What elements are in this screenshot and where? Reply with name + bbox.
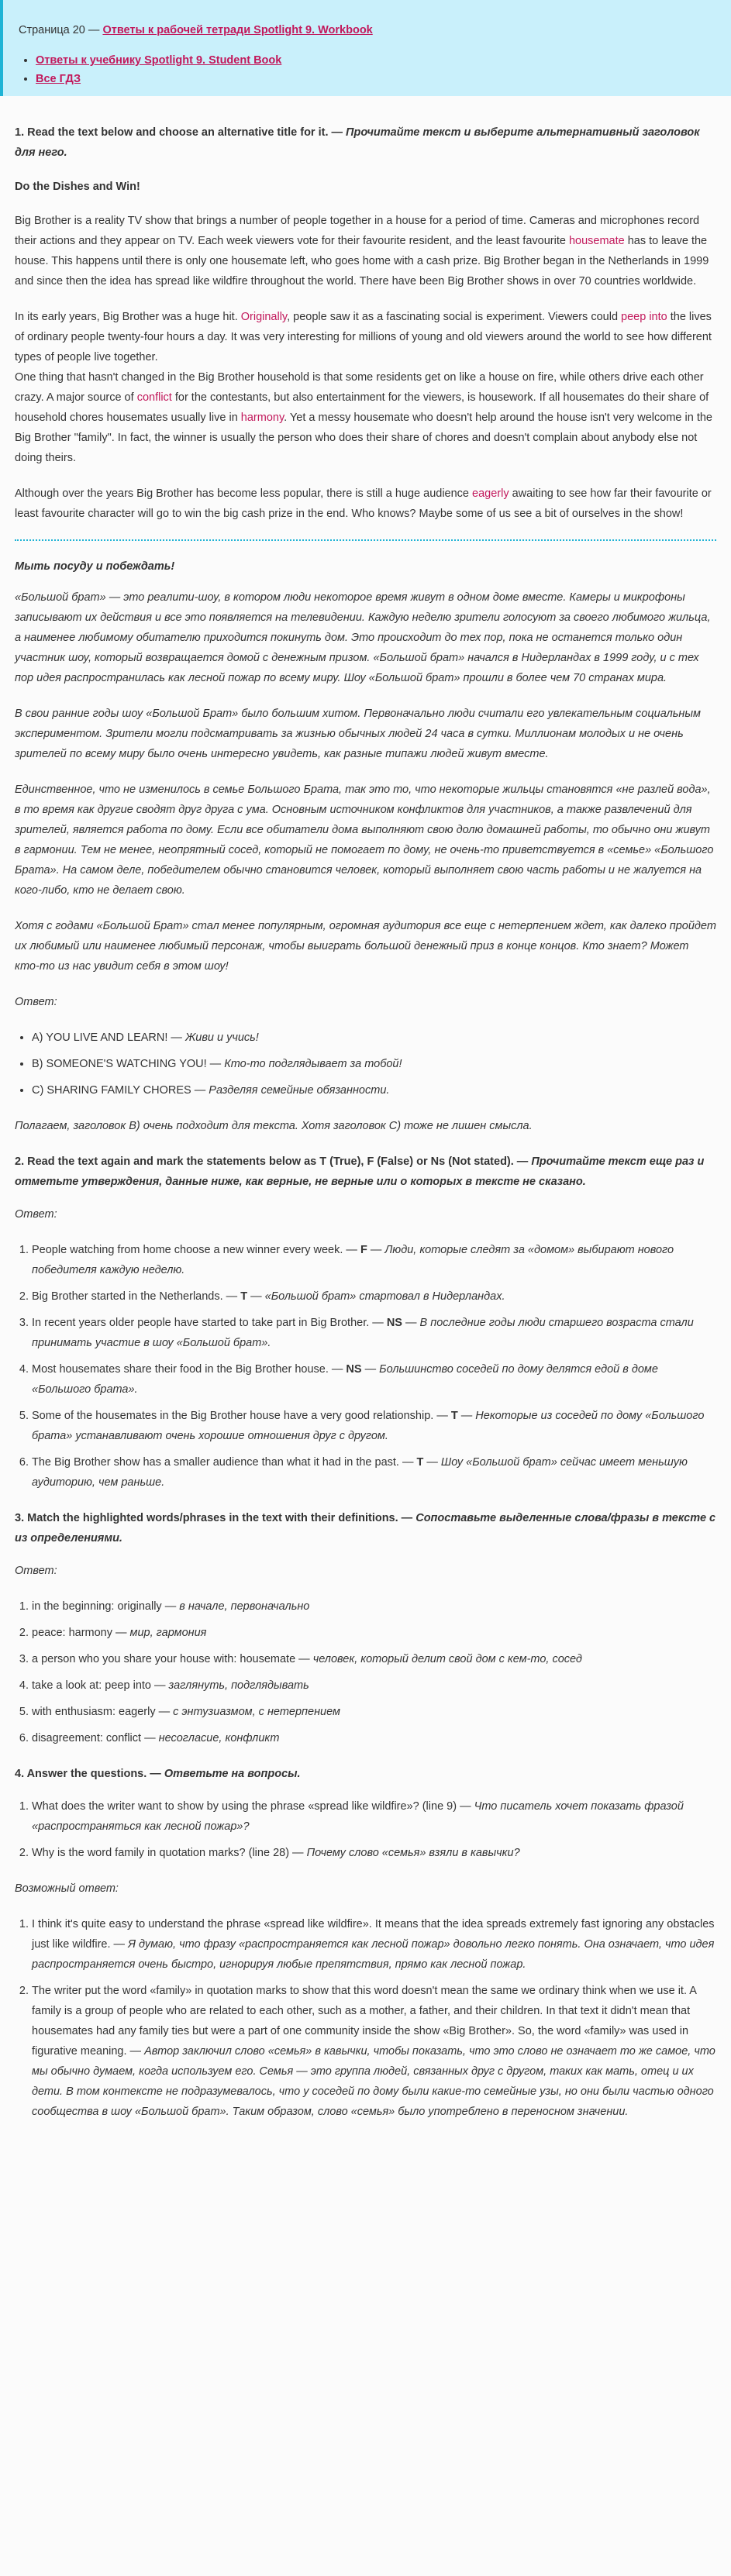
- list-item: 1. People watching from home choose a new winner every week. — F — Люди, которые следят за «домом» выбирают нового победителя каждую неделю.: [32, 1240, 716, 1280]
- list-item: • A) YOU LIVE AND LEARN! — Живи и учись!: [32, 1028, 716, 1048]
- task-1-note: Полагаем, заголовок B) очень подходит для текста. Хотя заголовок C) тоже не лишен смысла.: [15, 1120, 533, 1132]
- list-item: 5. Some of the housemates in the Big Brother house have a very good relationship. — T — Некоторые из соседей по дому «Большого брата» устанавливают очень хорошие отношения друг с другом.: [32, 1406, 716, 1446]
- list-item: 4. take a look at: peep into — заглянуть, подглядывать: [32, 1675, 716, 1696]
- list-item: 2. peace: harmony — мир, гармония: [32, 1623, 716, 1643]
- divider: [15, 539, 716, 541]
- list-item: 4. Most housemates share their food in the Big Brother house. — NS — Большинство соседей по дому делятся едой в доме «Большого брата».: [32, 1359, 716, 1400]
- translation-title: Мыть посуду и побеждать!: [15, 560, 175, 573]
- task-3-answers: [15, 1596, 716, 1748]
- highlight-conflict: conflict: [136, 391, 172, 404]
- text-paragraph-2: In its early years, Big Brother was a huge hit. Originally, people saw it as a fascinating social is experiment. Viewers could peep into the lives of ordinary people twenty-four hours a day. It was very interesting for millions of young and old viewers around the world to see how different types of people live together.: [15, 311, 712, 363]
- list-item: 1. What does the writer want to show by using the phrase «spread like wildfire»? (line 9) — Что писатель хочет показать фразой «распространяться как лесной пожар»?: [32, 1796, 716, 1837]
- highlight-originally: Originally: [240, 311, 288, 323]
- task-3-heading: 3. Match the highlighted words/phrases in the text with their definitions. — Сопоставьте выделенные слова/фразы в тексте с из определениями.: [15, 1512, 716, 1545]
- answer-label: Ответ:: [15, 1565, 57, 1577]
- highlight-peep-into: peep into: [621, 311, 667, 323]
- task-4-answers: [15, 1914, 716, 2122]
- text-paragraph-3: One thing that hasn't changed in the Big Brother household is that some residents get on like a house on fire, while others drive each other crazy. A major source of conflict for the contestants, but also entertainment for the viewers, is housework. If all housemates do their share of household chores housemates usually live in harmony. Yet a messy housemate who doesn't help around the house isn't very welcome in the Big Brother "family". In fact, the winner is usually the person who does their share of chores and doesn't complain about anybody else not doing theirs.: [15, 371, 712, 464]
- article-content: [0, 122, 731, 2122]
- text-paragraph-4: Although over the years Big Brother has become less popular, there is still a huge audience eagerly awaiting to see how far their favourite or least favourite character will go to win the big cash prize in the end. Who knows? Maybe some of us see a bit of ourselves in the show!: [15, 487, 712, 520]
- translation-paragraph-3: Единственное, что не изменилось в семье Большого Брата, так это то, что некоторые жильцы становятся «не разлей вода», в то время как другие сводят друг друга с ума. Основным источником конфликтов для участников, а также развлечений для зрителей, является работа по дому. Если все обитатели дома выполняют свою долю домашней работы, то обычно они живут в гармонии. Тем не менее, неопрятный сосед, который не помогает по дому, не очень-то приветствуется в «семье» «Большого Брата». На самом деле, победителем обычно становится человек, который выполняет свою часть работы и не жалуется на кого-либо, кто не делает свою.: [15, 783, 714, 897]
- list-item: • C) SHARING FAMILY CHORES — Разделяя семейные обязанности.: [32, 1080, 716, 1100]
- task-2-heading: 2. Read the text again and mark the statements below as T (True), F (False) or Ns (Not stated). — Прочитайте текст еще раз и отметьте утверждения, данные ниже, как верные, не верные или о которых в тексте не сказано.: [15, 1155, 705, 1188]
- highlight-eagerly: eagerly: [472, 487, 509, 500]
- breadcrumb: [19, 20, 715, 40]
- task-4-questions: [15, 1796, 716, 1863]
- all-gdz-link[interactable]: Все ГДЗ: [36, 73, 81, 85]
- list-item: [36, 70, 715, 88]
- answer-label: Ответ:: [15, 1208, 57, 1221]
- translation-paragraph-4: Хотя с годами «Большой Брат» стал менее популярным, огромная аудитория все еще с нетерпением ждет, как далеко пройдет их любимый или наименее любимый персонаж, чтобы выиграть большой денежный приз в конце концов. Кто знает? Может кто-то из нас увидит себя в этом шоу!: [15, 920, 716, 973]
- text-paragraph-1: Big Brother is a reality TV show that brings a number of people together in a house for a period of time. Cameras and microphones record their actions and they appear on TV. Each week viewers vote for their favourite resident, and the least favourite housemate has to leave the house. This happens until there is only one housemate left, who goes home with a cash prize. Big Brother began in the Netherlands in 1999 and since then the idea has spread like wildfire throughout the world. There have been Big Brother shows in over 70 countries worldwide.: [15, 215, 709, 288]
- list-item: 3. a person who you share your house with: housemate — человек, который делит свой дом с кем-то, сосед: [32, 1649, 716, 1669]
- answer-label: Ответ:: [15, 996, 57, 1008]
- list-item: 5. with enthusiasm: eagerly — с энтузиазмом, с нетерпением: [32, 1702, 716, 1722]
- related-links-box: [0, 0, 731, 96]
- list-item: 3. In recent years older people have started to take part in Big Brother. — NS — В последние годы люди старшего возраста стали принимать участие в шоу «Большой брат».: [32, 1313, 716, 1353]
- list-item: 6. disagreement: conflict — несогласие, конфликт: [32, 1728, 716, 1748]
- task-2-answers: [15, 1240, 716, 1493]
- list-item: 1. in the beginning: originally — в начале, первоначально: [32, 1596, 716, 1617]
- highlight-housemate: housemate: [568, 235, 625, 247]
- workbook-link[interactable]: Ответы к рабочей тетради Spotlight 9. Workbook: [102, 24, 373, 36]
- list-item: 2. Why is the word family in quotation marks? (line 28) — Почему слово «семья» взяли в кавычки?: [32, 1843, 716, 1863]
- breadcrumb-prefix: Страница 20 —: [19, 24, 103, 36]
- list-item: 6. The Big Brother show has a smaller audience than what it had in the past. — T — Шоу «Большой брат» сейчас имеет меньшую аудиторию, чем раньше.: [32, 1452, 716, 1493]
- list-item: 2. Big Brother started in the Netherlands. — T — «Большой брат» стартовал в Нидерландах.: [32, 1286, 716, 1307]
- task-1-heading: 1. Read the text below and choose an alternative title for it. — Прочитайте текст и выберите альтернативный заголовок для него.: [15, 126, 700, 159]
- translation-block: [15, 556, 716, 1012]
- possible-answer-label: Возможный ответ:: [15, 1882, 119, 1895]
- list-item: 2. The writer put the word «family» in quotation marks to show that this word doesn't mean the same we ordinary think when we use it. A family is a group of people who are related to each other, such as a mother, a father, and their children. In that text it didn't mean that housemates had any family ties but were a part of one community inside the show «Big Brother». So, the word «family» was used in figurative meaning. — Автор заключил слово «семья» в кавычки, чтобы показать, что это слово не означает то же самое, что мы обычно думаем, когда используем его. Семья — это группа людей, связанных друг с другом, таких как мать, отец и их дети. В том контексте не подразумевалось, что у соседей по дому были какие-то семейные узы, но они были частью одного сообщества в шоу «Большой брат». Таким образом, слово «семья» было употреблено в переносном значении.: [32, 1981, 716, 2122]
- translation-paragraph-1: «Большой брат» — это реалити-шоу, в котором люди некоторое время живут в одном доме вместе. Камеры и микрофоны записывают их действия и все это появляется на телевидении. Каждую неделю зрители голосуют за своего любимого жильца, а наименее любимому обитателю приходится покинуть дом. Это происходит до тех пор, пока не останется только один участник шоу, который возвращается домой с денежным призом. «Большой брат» начался в Нидерландах в 1999 году, и с тех пор идея распространилась как лесной пожар по всему миру. Шоу «Большой брат» прошли в более чем 70 странах мира.: [15, 591, 711, 684]
- student-book-link[interactable]: Ответы к учебнику Spotlight 9. Student Book: [36, 54, 282, 67]
- highlight-harmony: harmony: [240, 412, 284, 424]
- text-title: Do the Dishes and Win!: [15, 181, 140, 193]
- translation-paragraph-2: В свои ранние годы шоу «Большой Брат» было большим хитом. Первоначально люди считали его увлекательным социальным экспериментом. Зрители могли подсматривать за жизнью обычных людей 24 часа в сутки. Миллионам молодых и не очень зрителей по всему миру было очень интересно увидеть, как разные типажи людей живут вместе.: [15, 708, 702, 760]
- task-1-answers: [15, 1028, 716, 1100]
- related-links-list: [19, 51, 715, 88]
- list-item: 1. I think it's quite easy to understand the phrase «spread like wildfire». It means that the idea spreads extremely fast ignoring any obstacles just like wildfire. — Я думаю, что фразу «распространяется как лесной пожар» довольно легко понять. Она означает, что идея распространяется очень быстро, игнорируя любые препятствия, прямо как лесной пожар.: [32, 1914, 716, 1975]
- list-item: [36, 51, 715, 70]
- list-item: • B) SOMEONE'S WATCHING YOU! — Кто-то подглядывает за тобой!: [32, 1054, 716, 1074]
- task-4-heading: 4. Answer the questions. — Ответьте на вопросы.: [15, 1768, 301, 1780]
